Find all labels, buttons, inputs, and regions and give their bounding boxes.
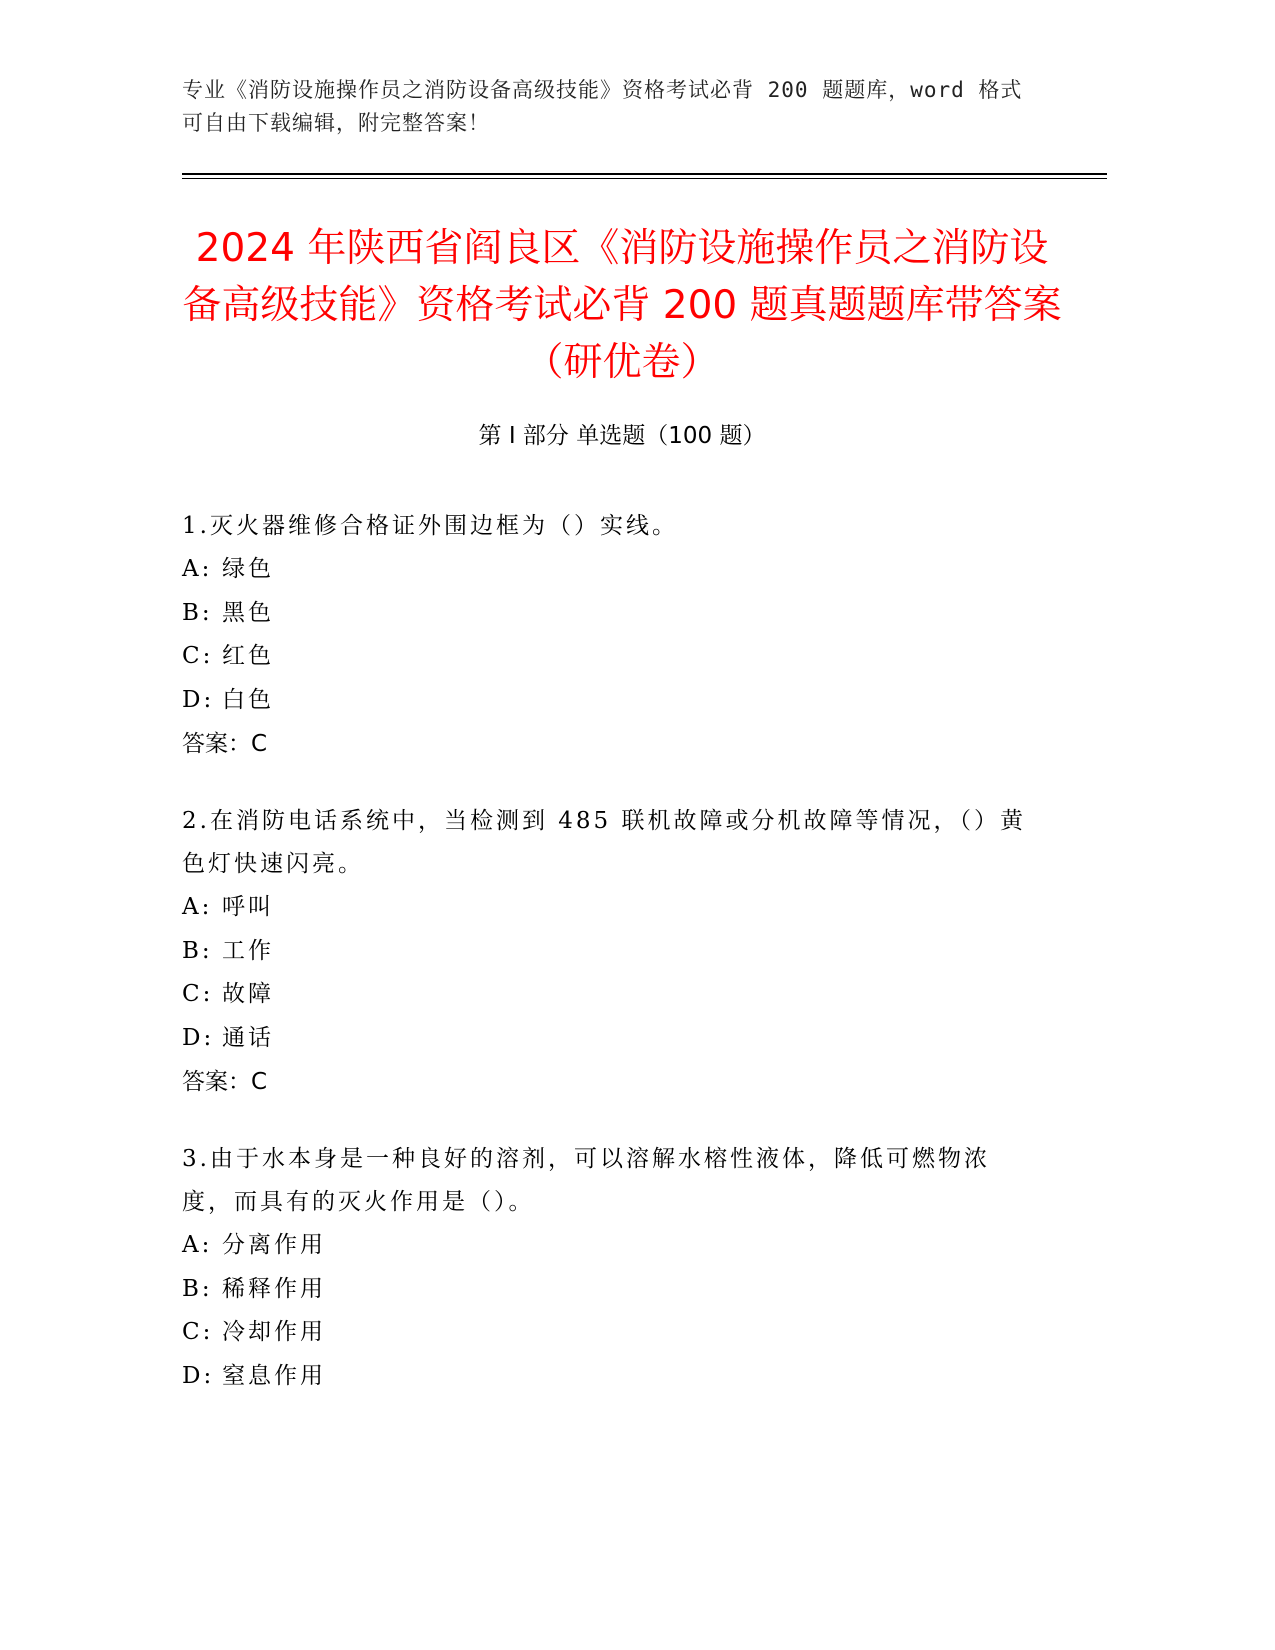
question-3 (182, 1138, 1032, 1398)
question-stem: 2.在消防电话系统中，当检测到 485 联机故障或分机故障等情况，（）黄色灯快速闪亮。 (182, 808, 1026, 877)
option-key: D: (182, 1024, 215, 1051)
answer-line: 答案：C (182, 1069, 268, 1095)
option-b (182, 1268, 1032, 1312)
option-b (182, 592, 1032, 636)
option-key: C: (182, 981, 214, 1007)
option-text: 黑色 (222, 599, 274, 626)
option-text: 通话 (222, 1024, 274, 1051)
option-key: B: (182, 937, 213, 964)
question-2 (182, 800, 1032, 1104)
option-a (182, 886, 1032, 930)
option-text: 故障 (222, 981, 274, 1007)
option-text: 红色 (222, 643, 274, 669)
option-d (182, 1355, 1032, 1399)
option-key: C: (182, 1319, 214, 1345)
option-text: 绿色 (222, 556, 274, 582)
option-key: D: (182, 686, 215, 713)
option-d (182, 679, 1032, 723)
option-key: A: (182, 894, 213, 920)
option-key: B: (182, 599, 213, 626)
option-key: C: (182, 643, 214, 669)
section-heading: 第 I 部分 单选题（100 题） (478, 423, 766, 449)
option-a (182, 548, 1032, 592)
option-b (182, 930, 1032, 974)
option-key: A: (182, 1232, 213, 1258)
option-c (182, 635, 1032, 679)
question-stem: 1.灭火器维修合格证外围边框为（）实线。 (182, 513, 678, 539)
option-key: B: (182, 1275, 213, 1302)
document-title: 2024 年陕西省阎良区《消防设施操作员之消防设备高级技能》资格考试必背 200 题真题题库带答案（研优卷） (182, 226, 1062, 385)
option-text: 窒息作用 (222, 1362, 326, 1389)
option-text: 白色 (222, 686, 274, 713)
option-text: 冷却作用 (222, 1319, 326, 1345)
option-text: 稀释作用 (222, 1275, 326, 1302)
option-a (182, 1224, 1032, 1268)
option-text: 呼叫 (222, 894, 274, 920)
header-note: 专业《消防设施操作员之消防设备高级技能》资格考试必背 200 题题库，word 格式可自由下载编辑，附完整答案！ (182, 78, 1023, 135)
option-text: 分离作用 (222, 1232, 326, 1258)
answer-line: 答案：C (182, 731, 268, 757)
header-rule-thick (182, 173, 1107, 175)
option-d (182, 1017, 1032, 1061)
option-c (182, 1311, 1032, 1355)
option-c (182, 973, 1032, 1017)
question-stem: 3.由于水本身是一种良好的溶剂，可以溶解水榕性液体，降低可燃物浓度，而具有的灭火作用是（）。 (182, 1146, 990, 1215)
option-key: A: (182, 556, 213, 582)
question-1 (182, 505, 1032, 766)
question-list (182, 505, 1032, 1432)
option-key: D: (182, 1362, 215, 1389)
option-text: 工作 (222, 937, 274, 964)
header-rule-thin (182, 178, 1107, 179)
